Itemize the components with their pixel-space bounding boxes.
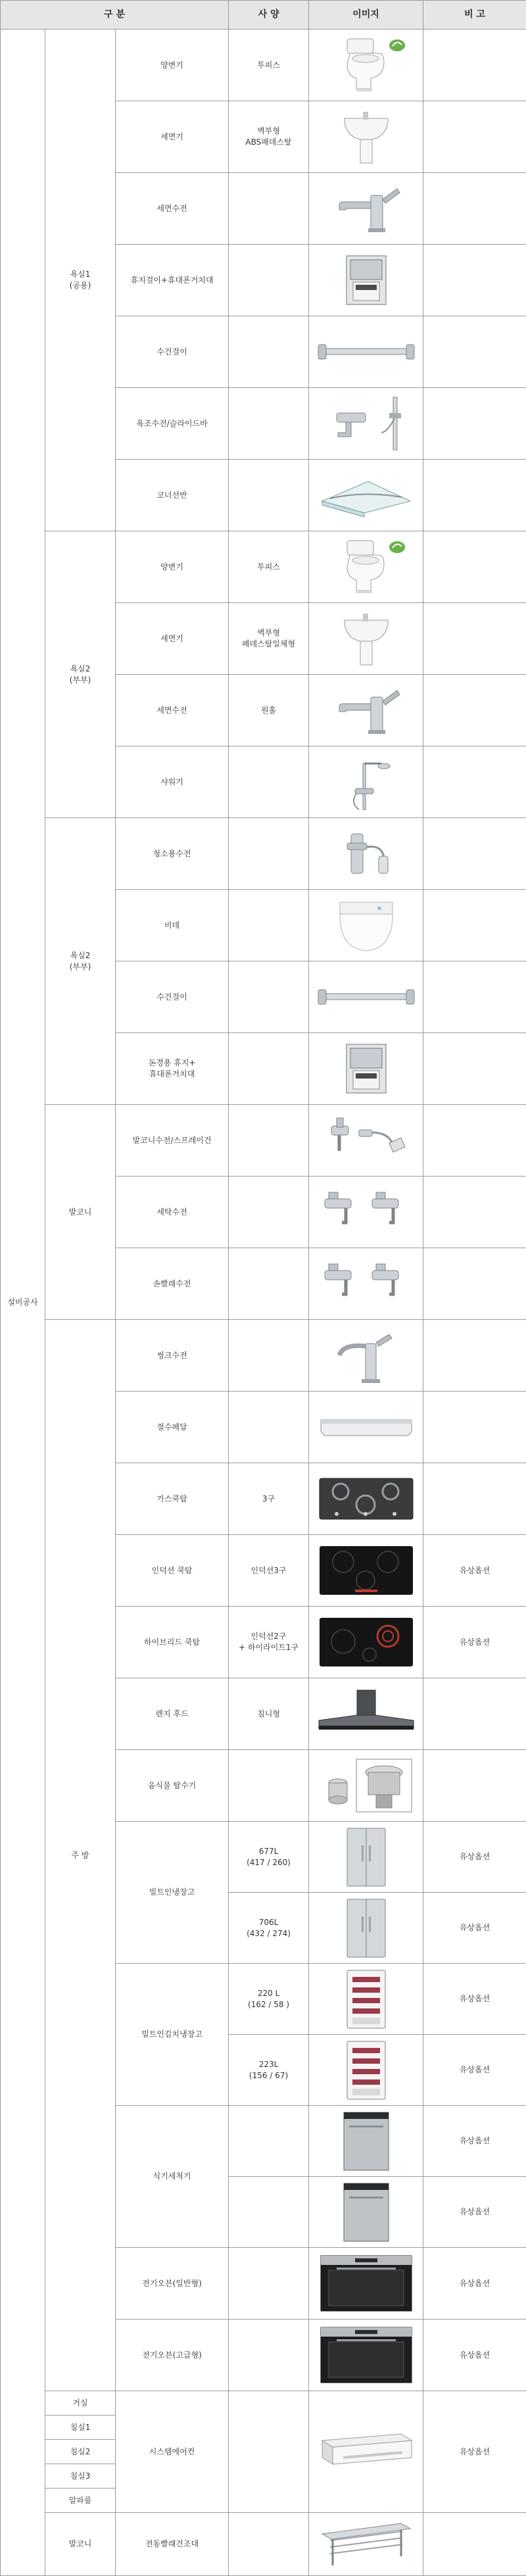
spec-cell: 220 L (162 / 58 ) bbox=[229, 1964, 309, 2035]
towel-bar-icon bbox=[317, 335, 416, 368]
item-name: 전기오븐(일반형) bbox=[116, 2248, 229, 2320]
basin-faucet-icon bbox=[330, 684, 402, 737]
food-waste-dehydrator-icon bbox=[317, 1755, 416, 1816]
note-cell bbox=[423, 1248, 526, 1320]
note-cell bbox=[423, 1678, 526, 1750]
item-name: 세면기 bbox=[116, 603, 229, 675]
note-cell bbox=[423, 1392, 526, 1463]
item-name: 청소용수전 bbox=[116, 818, 229, 890]
item-name: 전동빨래건조대 bbox=[116, 2513, 229, 2576]
spec-cell bbox=[229, 2106, 309, 2177]
item-name: 세면수전 bbox=[116, 173, 229, 245]
note-cell: 유상옵션 bbox=[423, 2248, 526, 2320]
top-category-cell: 설비공사 bbox=[1, 30, 45, 2576]
item-name: 수건걸이 bbox=[116, 316, 229, 388]
spec-cell bbox=[229, 1750, 309, 1822]
spec-cell: 투피스 bbox=[229, 30, 309, 101]
item-name: 수건걸이 bbox=[116, 961, 229, 1033]
note-cell: 유상옵션 bbox=[423, 2035, 526, 2106]
group-label: 발코니 bbox=[45, 1105, 116, 1320]
cleaning-faucet-icon bbox=[337, 823, 396, 884]
note-cell bbox=[423, 101, 526, 173]
washbasin-icon bbox=[341, 608, 392, 669]
electric-drying-rack-icon bbox=[317, 2518, 416, 2571]
item-name: 손빨래수전 bbox=[116, 1248, 229, 1320]
item-name: 세탁수전 bbox=[116, 1177, 229, 1248]
electric-oven-icon bbox=[317, 2325, 416, 2385]
spec-cell: 투피스 bbox=[229, 531, 309, 603]
spec-cell bbox=[229, 2391, 309, 2513]
induction-cooktop-icon bbox=[317, 1543, 416, 1597]
room-label: 발코니 bbox=[45, 2513, 116, 2576]
spec-cell bbox=[229, 1105, 309, 1177]
spec-cell bbox=[229, 1033, 309, 1105]
image-cell bbox=[309, 1607, 423, 1678]
header-row bbox=[1, 1, 526, 30]
kimchi-fridge-icon bbox=[343, 2039, 389, 2102]
spec-cell: 인덕션3구 bbox=[229, 1535, 309, 1607]
image-cell bbox=[309, 1535, 423, 1607]
image-cell bbox=[309, 675, 423, 746]
toilet-icon bbox=[341, 537, 392, 597]
spec-cell bbox=[229, 388, 309, 460]
toilet-icon bbox=[341, 35, 392, 95]
spec-cell bbox=[229, 460, 309, 531]
image-cell bbox=[309, 1822, 423, 1893]
spec-cell: 벽부형 페데스탈일체형 bbox=[229, 603, 309, 675]
room-label: 알파룸 bbox=[45, 2489, 116, 2513]
note-cell bbox=[423, 1033, 526, 1105]
image-cell bbox=[309, 1893, 423, 1964]
image-cell bbox=[309, 961, 423, 1033]
spec-cell: 침니형 bbox=[229, 1678, 309, 1750]
image-cell bbox=[309, 460, 423, 531]
note-cell: 유상옵션 bbox=[423, 1607, 526, 1678]
electric-oven-icon bbox=[317, 2253, 416, 2314]
washbasin-icon bbox=[341, 107, 392, 167]
water-saving-pedal-icon bbox=[317, 1411, 416, 1444]
image-cell bbox=[309, 1248, 423, 1320]
item-name: 샤워기 bbox=[116, 746, 229, 818]
spec-cell bbox=[229, 2513, 309, 2576]
note-cell bbox=[423, 388, 526, 460]
image-cell bbox=[309, 1105, 423, 1177]
bidet-icon bbox=[333, 896, 399, 955]
item-name: 욕조수전/슬라이드바 bbox=[116, 388, 229, 460]
image-cell bbox=[309, 1320, 423, 1392]
paper-holder-icon bbox=[343, 253, 390, 307]
balcony-faucet-spray-icon bbox=[317, 1110, 416, 1171]
kimchi-fridge-icon bbox=[343, 1968, 389, 2031]
note-cell bbox=[423, 245, 526, 316]
note-cell bbox=[423, 1320, 526, 1392]
image-cell bbox=[309, 1392, 423, 1463]
note-cell bbox=[423, 531, 526, 603]
room-label: 침실2 bbox=[45, 2440, 116, 2464]
item-name: 비데 bbox=[116, 890, 229, 961]
item-name: 음식물 탈수기 bbox=[116, 1750, 229, 1822]
item-name: 코너선반 bbox=[116, 460, 229, 531]
spec-cell bbox=[229, 316, 309, 388]
image-cell bbox=[309, 1678, 423, 1750]
spec-cell bbox=[229, 1177, 309, 1248]
note-cell: 유상옵션 bbox=[423, 2177, 526, 2248]
image-cell bbox=[309, 101, 423, 173]
image-cell bbox=[309, 2248, 423, 2320]
hybrid-cooktop-icon bbox=[317, 1615, 416, 1669]
note-cell: 유상옵션 bbox=[423, 2391, 526, 2513]
image-cell bbox=[309, 1750, 423, 1822]
note-cell bbox=[423, 1177, 526, 1248]
corner-shelf-icon bbox=[317, 472, 416, 518]
table-row bbox=[1, 2391, 526, 2416]
item-name: 양변기 bbox=[116, 30, 229, 101]
spec-cell: 3구 bbox=[229, 1463, 309, 1535]
item-name: 세면기 bbox=[116, 101, 229, 173]
item-name: 가스쿡탑 bbox=[116, 1463, 229, 1535]
room-label: 침실1 bbox=[45, 2416, 116, 2440]
note-cell bbox=[423, 2513, 526, 2576]
item-name: 시스템에어컨 bbox=[116, 2391, 229, 2513]
note-cell bbox=[423, 818, 526, 890]
note-cell: 유상옵션 bbox=[423, 2320, 526, 2391]
note-cell bbox=[423, 890, 526, 961]
item-name: 빌트인김치냉장고 bbox=[116, 1964, 229, 2106]
system-aircon-icon bbox=[317, 2429, 416, 2475]
table-row bbox=[1, 30, 526, 101]
spec-cell bbox=[229, 818, 309, 890]
note-cell: 유상옵션 bbox=[423, 1964, 526, 2035]
spec-cell bbox=[229, 2177, 309, 2248]
basin-faucet-icon bbox=[330, 182, 402, 235]
image-cell bbox=[309, 818, 423, 890]
spec-cell: 인덕션2구 + 하이라이트1구 bbox=[229, 1607, 309, 1678]
room-label: 거실 bbox=[45, 2391, 116, 2416]
item-name: 하이브리드 쿡탑 bbox=[116, 1607, 229, 1678]
spec-cell bbox=[229, 1320, 309, 1392]
table-row bbox=[1, 1105, 526, 1177]
spec-cell bbox=[229, 746, 309, 818]
image-cell bbox=[309, 603, 423, 675]
spec-cell: 223L (156 / 67) bbox=[229, 2035, 309, 2106]
built-in-fridge-icon bbox=[343, 1897, 389, 1960]
image-cell bbox=[309, 1964, 423, 2035]
note-cell: 유상옵션 bbox=[423, 2106, 526, 2177]
image-cell bbox=[309, 746, 423, 818]
item-name: 인덕션 쿡탑 bbox=[116, 1535, 229, 1607]
image-cell bbox=[309, 1463, 423, 1535]
note-cell: 유상옵션 bbox=[423, 1893, 526, 1964]
note-cell: 유상옵션 bbox=[423, 1535, 526, 1607]
bath-faucet-slide-bar-icon bbox=[317, 393, 416, 454]
item-name: 돈경용 휴지+ 휴대폰거치대 bbox=[116, 1033, 229, 1105]
room-label: 침실3 bbox=[45, 2464, 116, 2489]
image-cell bbox=[309, 173, 423, 245]
note-cell bbox=[423, 1750, 526, 1822]
item-name: 빌트인냉장고 bbox=[116, 1822, 229, 1964]
group-label: 욕실2 (부부) bbox=[45, 531, 116, 818]
table-row bbox=[1, 1320, 526, 1392]
spec-cell: 706L (432 / 274) bbox=[229, 1893, 309, 1964]
dishwasher-icon bbox=[340, 2181, 393, 2244]
note-cell bbox=[423, 460, 526, 531]
group-label: 욕실1 (공용) bbox=[45, 30, 116, 531]
range-hood-icon bbox=[314, 1688, 419, 1740]
item-name: 세면수전 bbox=[116, 675, 229, 746]
item-name: 양변기 bbox=[116, 531, 229, 603]
image-cell bbox=[309, 890, 423, 961]
gas-cooktop-icon bbox=[317, 1476, 416, 1522]
item-name: 식기세척기 bbox=[116, 2106, 229, 2248]
note-cell bbox=[423, 1105, 526, 1177]
header-image: 이미지 bbox=[309, 1, 423, 30]
note-cell bbox=[423, 603, 526, 675]
image-cell bbox=[309, 30, 423, 101]
image-cell bbox=[309, 531, 423, 603]
item-name: 휴지걸이+휴대폰거치대 bbox=[116, 245, 229, 316]
spec-cell: 원홀 bbox=[229, 675, 309, 746]
table-row bbox=[1, 818, 526, 890]
eco-badge-icon bbox=[389, 541, 406, 554]
note-cell bbox=[423, 173, 526, 245]
image-cell bbox=[309, 2391, 423, 2513]
note-cell: 유상옵션 bbox=[423, 1822, 526, 1893]
item-name: 렌지 후드 bbox=[116, 1678, 229, 1750]
image-cell bbox=[309, 2035, 423, 2106]
paper-holder-icon bbox=[343, 1042, 390, 1096]
table-row bbox=[1, 2513, 526, 2576]
shower-icon bbox=[337, 750, 396, 814]
item-name: 씽크수전 bbox=[116, 1320, 229, 1392]
item-name: 발코니수전/스프레이건 bbox=[116, 1105, 229, 1177]
eco-badge-icon bbox=[389, 39, 406, 52]
image-cell bbox=[309, 388, 423, 460]
spec-cell bbox=[229, 1392, 309, 1463]
dishwasher-icon bbox=[340, 2110, 393, 2173]
header-spec: 사 양 bbox=[229, 1, 309, 30]
built-in-fridge-icon bbox=[343, 1826, 389, 1889]
item-name: 전기오븐(고급형) bbox=[116, 2320, 229, 2391]
laundry-faucet-icon bbox=[317, 1253, 416, 1314]
spec-cell: 벽부형 ABS패데스탈 bbox=[229, 101, 309, 173]
spec-cell bbox=[229, 1248, 309, 1320]
spec-cell bbox=[229, 2320, 309, 2391]
laundry-faucet-icon bbox=[317, 1182, 416, 1242]
image-cell bbox=[309, 2320, 423, 2391]
sink-faucet-icon bbox=[330, 1325, 402, 1386]
group-label: 주 방 bbox=[45, 1320, 116, 2391]
spec-cell bbox=[229, 961, 309, 1033]
image-cell bbox=[309, 2513, 423, 2576]
image-cell bbox=[309, 2106, 423, 2177]
table-row bbox=[1, 531, 526, 603]
note-cell bbox=[423, 1463, 526, 1535]
image-cell bbox=[309, 1177, 423, 1248]
note-cell bbox=[423, 746, 526, 818]
spec-cell bbox=[229, 245, 309, 316]
image-cell bbox=[309, 245, 423, 316]
header-note: 비 고 bbox=[423, 1, 526, 30]
group-label: 욕실2 (부부) bbox=[45, 818, 116, 1105]
image-cell bbox=[309, 2177, 423, 2248]
note-cell bbox=[423, 316, 526, 388]
header-category: 구 분 bbox=[1, 1, 229, 30]
spec-cell bbox=[229, 890, 309, 961]
item-name: 절수페달 bbox=[116, 1392, 229, 1463]
spec-cell bbox=[229, 2248, 309, 2320]
note-cell bbox=[423, 961, 526, 1033]
image-cell bbox=[309, 1033, 423, 1105]
note-cell bbox=[423, 30, 526, 101]
note-cell bbox=[423, 675, 526, 746]
spec-cell: 677L (417 / 260) bbox=[229, 1822, 309, 1893]
spec-cell bbox=[229, 173, 309, 245]
towel-bar-icon bbox=[317, 981, 416, 1013]
image-cell bbox=[309, 316, 423, 388]
